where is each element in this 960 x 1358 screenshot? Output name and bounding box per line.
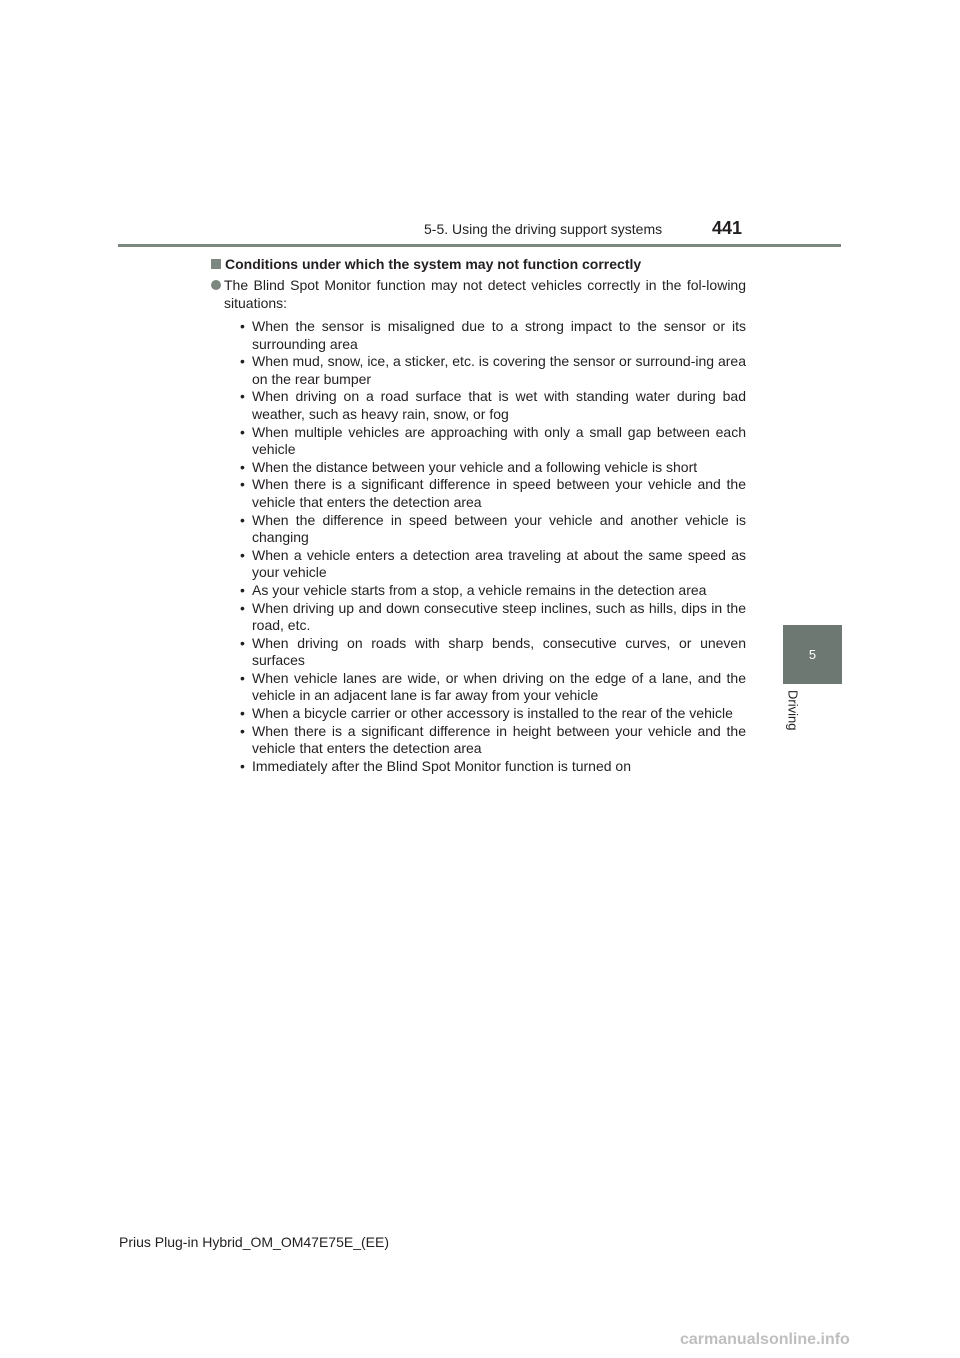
list-item: • When the distance between your vehicle and a following vehicle is short xyxy=(240,459,746,477)
intro-paragraph xyxy=(224,277,746,312)
circle-bullet-icon xyxy=(211,280,221,290)
chapter-label: Driving xyxy=(785,690,801,731)
chapter-tab xyxy=(783,625,842,684)
square-bullet-icon xyxy=(211,259,221,269)
watermark: carmanualsonline.info xyxy=(680,1331,850,1348)
header-divider xyxy=(118,244,841,247)
chapter-number: 5 xyxy=(808,647,817,662)
list-item: • When vehicle lanes are wide, or when driving on the edge of a lane, and the vehicle in an adjacent lane is far away from your vehicle xyxy=(240,670,746,705)
list-item: • When a bicycle carrier or other accessory is installed to the rear of the vehicle xyxy=(240,705,746,723)
list-item: • When driving up and down consecutive steep inclines, such as hills, dips in the road, etc. xyxy=(240,600,746,635)
list-item: • As your vehicle starts from a stop, a vehicle remains in the detection area xyxy=(240,582,746,600)
list-item: • When the sensor is misaligned due to a strong impact to the sensor or its surrounding area xyxy=(240,318,746,353)
list-item: • When a vehicle enters a detection area traveling at about the same speed as your vehicle xyxy=(240,547,746,582)
list-item: • When driving on roads with sharp bends, consecutive curves, or uneven surfaces xyxy=(240,635,746,670)
list-item: • Immediately after the Blind Spot Monitor function is turned on xyxy=(240,758,746,776)
list-item: • When mud, snow, ice, a sticker, etc. is covering the sensor or surround-ing area on the rear bumper xyxy=(240,353,746,388)
list-item: • When the difference in speed between your vehicle and another vehicle is changing xyxy=(240,512,746,547)
conditions-list xyxy=(240,318,746,775)
section-heading xyxy=(211,256,771,272)
document-id: Prius Plug-in Hybrid_OM_OM47E75E_(EE) xyxy=(119,1234,389,1250)
section-title: 5-5. Using the driving support systems xyxy=(424,221,663,237)
page-number: 441 xyxy=(712,218,743,238)
list-item: • When there is a significant difference in height between your vehicle and the vehicle that enters the detection area xyxy=(240,723,746,758)
list-item: • When driving on a road surface that is wet with standing water during bad weather, such as heavy rain, snow, or fog xyxy=(240,388,746,423)
heading-text: Conditions under which the system may not function correctly xyxy=(225,256,642,272)
list-item: • When there is a significant difference in speed between your vehicle and the vehicle that enters the detection area xyxy=(240,476,746,511)
list-item: • When multiple vehicles are approaching with only a small gap between each vehicle xyxy=(240,424,746,459)
intro-text: The Blind Spot Monitor function may not detect vehicles correctly in the fol-lowing situations: xyxy=(224,277,746,311)
